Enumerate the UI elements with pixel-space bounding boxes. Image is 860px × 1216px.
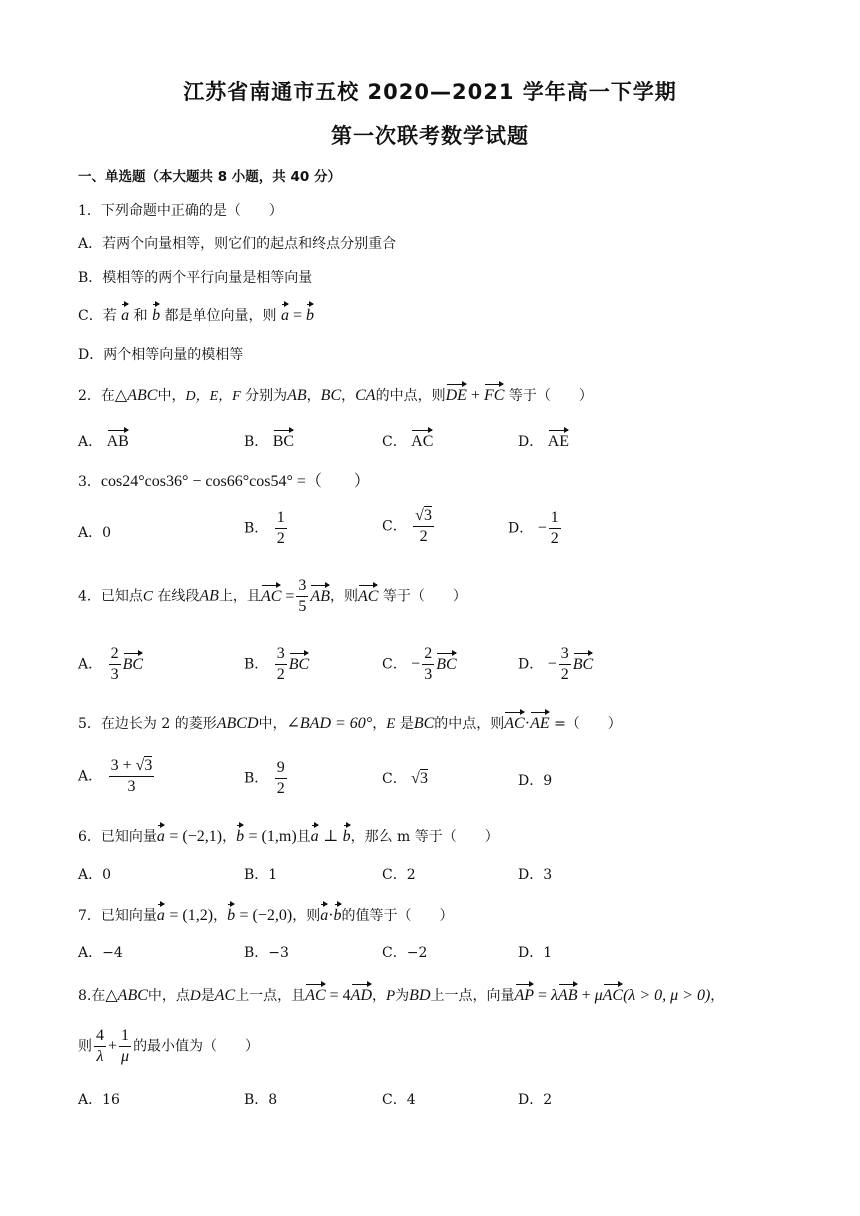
q6-suffix: ，那么 m 等于（ ） [350, 829, 499, 845]
q2-triangle: △ABC [114, 387, 158, 404]
q4-ab: AB [199, 587, 219, 605]
q3-number: 3． [78, 474, 101, 490]
q5-abcd: ABCD [216, 715, 259, 732]
q8-prefix: 8.在 [78, 988, 106, 1004]
q2-d-vec: AE [548, 428, 569, 451]
q2-option-c [382, 428, 433, 451]
q2-option-b [244, 428, 294, 451]
q2-a-letter: A． [78, 434, 103, 450]
q8-stem: 8.在△ABC中，点D是AC上一点，且AC = 4AD，P为BD上一点，向量AP = λAB + μAC(λ > 0, μ > 0)， [78, 982, 724, 1005]
q8-mid6: 上一点，向量 [430, 988, 515, 1004]
q1-option-b: B．模相等的两个平行向量是相等向量 [78, 270, 313, 286]
q7-a-value: = (1,2) [169, 907, 214, 924]
q4-suffix: 等于（ ） [382, 588, 467, 605]
q6-option-a: A．0 [78, 867, 112, 883]
q2-b-letter: B． [244, 434, 269, 450]
q7-option-c: C．−2 [382, 945, 428, 961]
q5-mid2: ， [372, 716, 387, 732]
q3-option-d: D． − $\frac{1}{2}$ [508, 509, 559, 547]
section-heading: 一、单选题（本大题共 8 小题，共 40 分） [78, 169, 341, 185]
q4-d-letter: D． [518, 656, 544, 673]
q3-option-c: C． $\frac{√3}{2}$ [382, 507, 432, 545]
q8-ac: AC [214, 987, 236, 1004]
q8-option-c: C．4 [382, 1092, 416, 1108]
q2-prefix: 2．在 [78, 388, 115, 404]
q5-angle: ∠BAD = 60° [286, 715, 373, 732]
q5-option-c: C． √3 [382, 770, 428, 787]
q4-a-letter: A． [78, 656, 103, 673]
q6-b-value: = (1,m) [248, 828, 297, 845]
q1-option-c: C．若 a 和 b 都是单位向量，则 a = b [78, 302, 314, 325]
q2-mid1: 中， [157, 388, 186, 404]
q3-option-a: A．0 [78, 525, 112, 541]
q8-mid2: 是 [200, 988, 215, 1004]
q5-a-letter: A． [78, 768, 103, 785]
q2-mid2: 分别为 [245, 388, 288, 404]
q1-option-d: D．两个相等向量的模相等 [78, 347, 244, 363]
q2-vars: D，E，F [185, 389, 241, 404]
q6-perp: ⊥ [323, 828, 339, 845]
q4-c: C [142, 588, 153, 605]
q1-c-prefix: C．若 [78, 308, 117, 324]
q8-d: D [189, 988, 201, 1004]
q8-p: P [386, 988, 396, 1004]
q2-seg2: BC [320, 387, 342, 404]
q3-b-letter: B． [244, 520, 269, 537]
page-subtitle: 第一次联考数学试题 [331, 124, 529, 148]
q2-seg1: AB [287, 387, 307, 404]
q6-option-b: B．1 [244, 867, 278, 883]
q8-option-d: D．2 [518, 1092, 553, 1108]
q5-c-letter: C． [382, 771, 407, 787]
q8-line2-suffix: 的最小值为（ ） [133, 1038, 260, 1055]
q7-mid: ，则 [292, 908, 321, 924]
q2-d-letter: D． [518, 434, 544, 450]
q4-option-b: B． $\frac{3}{2}$ BC [244, 645, 310, 683]
q2-suffix: 等于（ ） [508, 388, 593, 404]
q4-prefix: 4．已知点 [78, 588, 143, 605]
q8-mid4: ， [372, 988, 386, 1004]
q6-option-c: C．2 [382, 867, 416, 883]
q5-bc: BC [413, 715, 435, 732]
q3-stem [78, 468, 370, 491]
q7-option-b: B．−3 [244, 945, 289, 961]
q5-mid3: 是 [399, 716, 414, 732]
q8-mid1: 中，点 [147, 988, 190, 1004]
q5-option-b: B． $\frac{9}{2}$ [244, 759, 285, 797]
q5-mid1: 中， [258, 716, 287, 732]
q2-seg3: CA [355, 387, 376, 404]
q8-condition: (λ > 0, μ > 0) [623, 987, 711, 1004]
q2-c-letter: C． [382, 434, 407, 450]
q4-mid3: ，则 [329, 588, 358, 605]
q4-option-d: D． − $\frac{3}{2}$ BC [518, 645, 594, 683]
q4-mid2: 上，且 [218, 588, 261, 605]
q8-option-b: B．8 [244, 1092, 278, 1108]
q4-stem: 4．已知点C 在线段AB上，且AC = $\frac{3}{5}$ AB，则AC 等于（ ） [78, 577, 467, 615]
q5-stem: 5．在边长为 2 的菱形ABCD中，∠BAD = 60°，E 是BC的中点，则AC·AE =（ ） [78, 710, 622, 733]
q5-option-a: A． $\frac{3 + √3}{3}$ [78, 757, 153, 795]
q4-option-a: A． $\frac{2}{3}$ BC [78, 645, 144, 683]
q8-option-a: A．16 [78, 1092, 120, 1108]
q7-prefix: 7．已知向量 [78, 908, 157, 924]
q1-c-and: 和 [133, 308, 148, 324]
q8-triangle: △ABC [105, 987, 148, 1004]
q5-e: E [386, 716, 396, 732]
q8-line2-prefix: 则 [78, 1038, 92, 1055]
q6-mid: 且 [296, 829, 311, 845]
q3-option-b: B． $\frac{1}{2}$ [244, 509, 285, 547]
q4-mid1: 在线段 [157, 588, 200, 605]
q2-mid3: 的中点，则 [375, 388, 446, 404]
q8-line2: 则 $\frac{4}{\lambda}$ + $\frac{1}{\mu}$ 的最小值为（ ） [78, 1027, 260, 1065]
q2-a-vec: AB [107, 428, 129, 451]
q6-option-d: D．3 [518, 867, 553, 883]
q8-mid3: 上一点，且 [235, 988, 306, 1004]
q4-c-letter: C． [382, 656, 407, 673]
q8-mid5: 为 [395, 988, 410, 1004]
q6-stem: 6．已知向量a = (−2,1)，b = (1,m)且a ⊥ b，那么 m 等于（ ） [78, 823, 499, 846]
q4-b-letter: B． [244, 656, 269, 673]
q6-a-value: = (−2,1) [169, 828, 223, 845]
q2-option-d [518, 428, 569, 451]
q8-bd: BD [409, 987, 431, 1004]
q2-stem: 2．在△ABC中，D，E，F 分别为AB，BC，CA的中点，则DE + FC 等于（ ） [78, 382, 593, 405]
q5-b-letter: B． [244, 770, 269, 787]
q7-b-value: = (−2,0) [239, 907, 293, 924]
q4-option-c: C． − $\frac{2}{3}$ BC [382, 645, 457, 683]
q2-b-vec: BC [273, 428, 294, 451]
page-title: 江苏省南通市五校 2020—2021 学年高一下学期 [183, 80, 677, 104]
q5-mid4: 的中点，则 [434, 716, 505, 732]
q5-prefix: 5．在边长为 2 的菱形 [78, 716, 217, 732]
q3-expr: cos24°cos36° − cos66°cos54° =（ ） [100, 473, 370, 490]
q7-stem: 7．已知向量a = (1,2)，b = (−2,0)，则a·b的值等于（ ） [78, 902, 454, 925]
q2-option-a [78, 428, 129, 451]
q1-stem: 1．下列命题中正确的是（ ） [78, 203, 283, 219]
q3-c-letter: C． [382, 518, 407, 535]
q1-option-a: A．若两个向量相等，则它们的起点和终点分别重合 [78, 236, 397, 252]
q2-c-vec: AC [411, 428, 433, 451]
q5-option-d: D．9 [518, 773, 553, 789]
q7-option-a: A．−4 [78, 945, 123, 961]
q3-d-letter: D． [508, 520, 534, 537]
q6-prefix: 6．已知向量 [78, 829, 157, 845]
q5-suffix: =（ ） [554, 716, 622, 732]
q7-option-d: D．1 [518, 945, 553, 961]
q7-suffix: 的值等于（ ） [341, 908, 454, 924]
q1-c-mid: 都是单位向量，则 [164, 308, 277, 324]
